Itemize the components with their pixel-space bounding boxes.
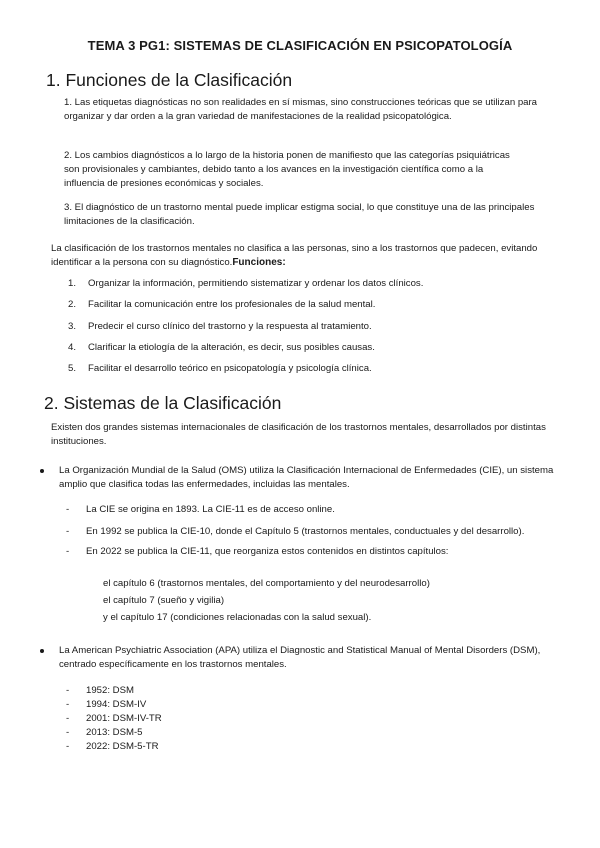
- dash-icon: -: [66, 526, 70, 537]
- bullet-dot-icon: [40, 649, 44, 653]
- function-number: 1.: [68, 278, 77, 289]
- dsm-list: [66, 684, 526, 754]
- apa-text: La American Psychiatric Association (APA) utiliza el Diagnostic and Statistical Manual of Mental Disorders (DSM), centrado específicamente en los trastornos mentales.: [59, 645, 541, 670]
- dsm-item-text: 1952: DSM: [86, 685, 134, 696]
- dash-icon: -: [66, 504, 70, 515]
- cie-item: [66, 503, 526, 517]
- function-item: [68, 321, 538, 342]
- dsm-item-text: 2022: DSM-5-TR: [86, 741, 159, 752]
- document-title: TEMA 3 PG1: SISTEMAS DE CLASIFICACIÓN EN PSICOPATOLOGÍA: [87, 38, 513, 53]
- function-number: 5.: [68, 363, 77, 375]
- dsm-item: [66, 726, 526, 740]
- cie11-chapters: [103, 575, 430, 626]
- function-number: 3.: [68, 320, 77, 332]
- cie-item: [66, 545, 526, 559]
- chapter-item: y el capítulo 17 (condiciones relacionadas con la salud sexual).: [103, 612, 372, 623]
- function-number: 4.: [68, 341, 77, 353]
- cie-item-text: En 2022 se publica la CIE-11, que reorganiza estos contenidos en distintos capítulos:: [86, 546, 449, 557]
- bullet-dot-icon: [40, 469, 44, 473]
- dsm-item: [66, 740, 526, 754]
- paragraph-2: 2. Los cambios diagnósticos a lo largo de la historia ponen de manifiesto que las categorías psiquiátricas son provisionales y cambiantes, debido tanto a los avances en la investigación científica como a la influencia de presiones económicas y sociales.: [64, 150, 510, 189]
- function-number: 2.: [68, 299, 77, 311]
- dsm-item: [66, 684, 526, 698]
- paragraph-1: 1. Las etiquetas diagnósticas no son realidades en sí mismas, sino construcciones teóricas que se utilizan para organizar y dar orden a la gran variedad de manifestaciones de la realidad psicopatológica.: [64, 97, 538, 122]
- function-text: Facilitar la comunicación entre los profesionales de la salud mental.: [88, 299, 376, 311]
- chapter-item: el capítulo 6 (trastornos mentales, del comportamiento y del neurodesarrollo): [103, 578, 430, 589]
- cie-list: [66, 503, 526, 559]
- cie-item: [66, 525, 526, 539]
- section-heading-funciones: 1. Funciones de la Clasificación: [46, 70, 293, 90]
- function-item: [68, 278, 538, 299]
- function-text: Clarificar la etiología de la alteración, es decir, sus posibles causas.: [88, 341, 375, 353]
- functions-list: [68, 278, 538, 384]
- dsm-item-text: 1994: DSM-IV: [86, 699, 147, 710]
- oms-text: La Organización Mundial de la Salud (OMS) utiliza la Clasificación Internacional de Enfermedades (CIE), un sistema amplio que clasifica todas las enfermedades, incluidas las mentales.: [59, 465, 554, 490]
- paragraph-4: [51, 242, 551, 270]
- paragraph-4-text: La clasificación de los trastornos mentales no clasifica a las personas, sino a los trastornos que padecen, evitando identificar a la persona con su diagnóstico.: [51, 243, 538, 268]
- function-item: [68, 363, 538, 384]
- dash-icon: -: [66, 685, 70, 696]
- dash-icon: -: [66, 727, 70, 738]
- dsm-item-text: 2001: DSM-IV-TR: [86, 713, 162, 724]
- dash-icon: -: [66, 713, 70, 724]
- cie-item-text: La CIE se origina en 1893. La CIE-11 es de acceso online.: [86, 504, 335, 515]
- function-item: [68, 299, 538, 320]
- chapter-item: el capítulo 7 (sueño y vigilia): [103, 595, 225, 606]
- dash-icon: -: [66, 546, 70, 557]
- cie-item-text: En 1992 se publica la CIE-10, donde el Capítulo 5 (trastornos mentales, conductuales y del desarrollo).: [86, 526, 525, 537]
- section2-intro: Existen dos grandes sistemas internacionales de clasificación de los trastornos mentales, desarrollados por distintas instituciones.: [51, 422, 546, 447]
- function-text: Predecir el curso clínico del trastorno y la respuesta al tratamiento.: [88, 320, 372, 332]
- dsm-item: [66, 712, 526, 726]
- function-text: Organizar la información, permitiendo sistematizar y ordenar los datos clínicos.: [88, 278, 424, 289]
- paragraph-3: 3. El diagnóstico de un trastorno mental puede implicar estigma social, lo que constituye una de las principales limitaciones de la clasificación.: [64, 202, 535, 227]
- function-text: Facilitar el desarrollo teórico en psicopatología y psicología clínica.: [88, 363, 372, 375]
- function-item: [68, 342, 538, 363]
- dash-icon: -: [66, 699, 70, 710]
- section-heading-sistemas: 2. Sistemas de la Clasificación: [44, 393, 282, 413]
- dsm-item-text: 2013: DSM-5: [86, 727, 143, 738]
- dash-icon: -: [66, 741, 70, 752]
- funciones-label: Funciones:: [232, 257, 286, 268]
- dsm-item: [66, 698, 526, 712]
